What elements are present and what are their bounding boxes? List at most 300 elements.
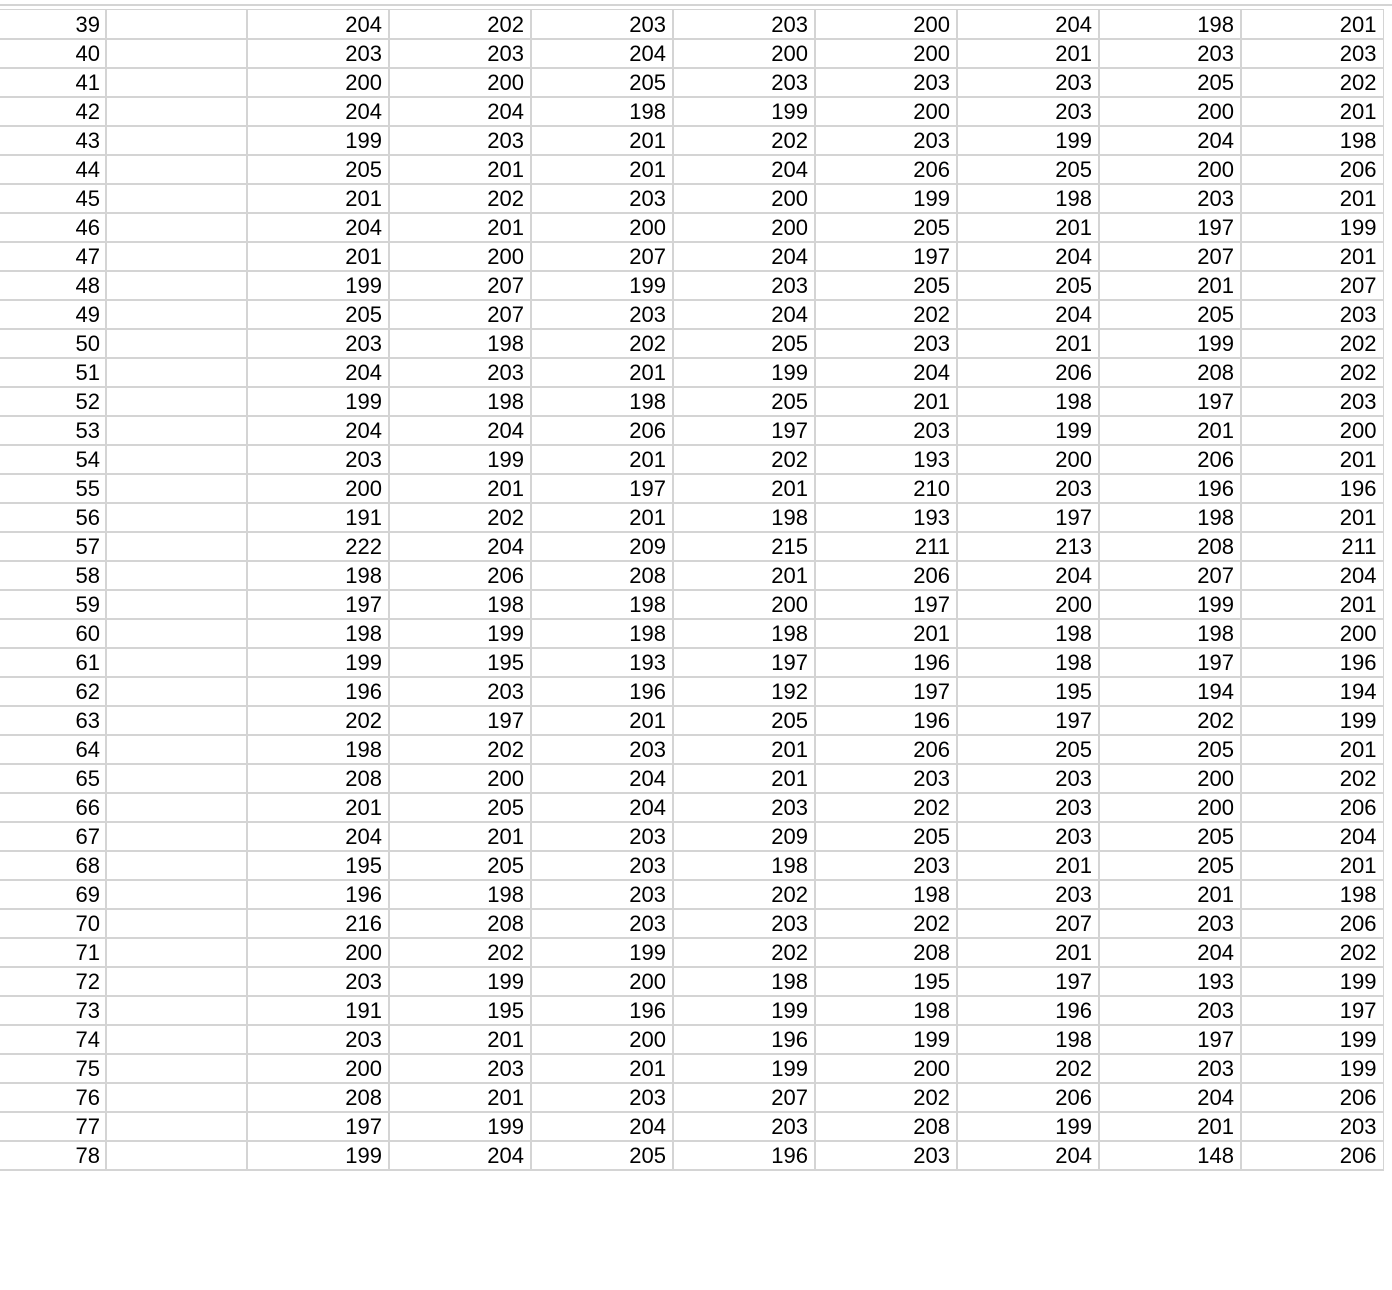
value-cell[interactable]: 197 xyxy=(389,706,531,735)
value-cell[interactable]: 195 xyxy=(389,996,531,1025)
value-cell[interactable]: 198 xyxy=(1099,10,1241,39)
value-cell[interactable]: 201 xyxy=(1241,10,1383,39)
value-cell[interactable]: 204 xyxy=(531,1112,673,1141)
value-cell[interactable]: 200 xyxy=(531,1025,673,1054)
row-index-cell[interactable]: 63 xyxy=(0,706,106,735)
value-cell[interactable]: 206 xyxy=(1241,155,1383,184)
value-cell[interactable]: 201 xyxy=(673,474,815,503)
value-cell[interactable]: 203 xyxy=(673,1112,815,1141)
value-cell[interactable]: 203 xyxy=(815,126,957,155)
value-cell[interactable]: 198 xyxy=(389,880,531,909)
value-cell[interactable]: 203 xyxy=(1099,1054,1241,1083)
empty-cell[interactable] xyxy=(106,416,247,445)
row-index-cell[interactable]: 64 xyxy=(0,735,106,764)
value-cell[interactable]: 200 xyxy=(1099,97,1241,126)
value-cell[interactable]: 203 xyxy=(673,909,815,938)
empty-cell[interactable] xyxy=(106,329,247,358)
value-cell[interactable]: 202 xyxy=(815,1083,957,1112)
row-index-cell[interactable]: 76 xyxy=(0,1083,106,1112)
value-cell[interactable]: 205 xyxy=(1099,851,1241,880)
value-cell[interactable]: 203 xyxy=(957,97,1099,126)
value-cell[interactable]: 203 xyxy=(247,445,389,474)
value-cell[interactable]: 205 xyxy=(247,155,389,184)
row-index-cell[interactable]: 50 xyxy=(0,329,106,358)
value-cell[interactable]: 202 xyxy=(1241,938,1383,967)
value-cell[interactable]: 193 xyxy=(1099,967,1241,996)
empty-cell[interactable] xyxy=(106,619,247,648)
value-cell[interactable]: 203 xyxy=(531,851,673,880)
value-cell[interactable]: 198 xyxy=(389,387,531,416)
value-cell[interactable]: 198 xyxy=(673,503,815,532)
value-cell[interactable]: 201 xyxy=(531,503,673,532)
value-cell[interactable]: 201 xyxy=(673,764,815,793)
value-cell[interactable]: 192 xyxy=(673,677,815,706)
value-cell[interactable]: 203 xyxy=(531,10,673,39)
value-cell[interactable]: 198 xyxy=(1099,619,1241,648)
value-cell[interactable]: 199 xyxy=(815,184,957,213)
value-cell[interactable]: 203 xyxy=(957,68,1099,97)
value-cell[interactable]: 201 xyxy=(815,387,957,416)
value-cell[interactable]: 198 xyxy=(531,387,673,416)
value-cell[interactable]: 204 xyxy=(247,213,389,242)
value-cell[interactable]: 209 xyxy=(531,532,673,561)
row-index-cell[interactable]: 52 xyxy=(0,387,106,416)
empty-cell[interactable] xyxy=(106,967,247,996)
value-cell[interactable]: 199 xyxy=(247,648,389,677)
value-cell[interactable]: 206 xyxy=(1099,445,1241,474)
row-index-cell[interactable]: 58 xyxy=(0,561,106,590)
value-cell[interactable]: 205 xyxy=(957,155,1099,184)
value-cell[interactable]: 199 xyxy=(389,619,531,648)
empty-cell[interactable] xyxy=(106,648,247,677)
row-index-cell[interactable]: 43 xyxy=(0,126,106,155)
value-cell[interactable]: 201 xyxy=(815,619,957,648)
value-cell[interactable]: 200 xyxy=(673,590,815,619)
empty-cell[interactable] xyxy=(106,532,247,561)
row-index-cell[interactable]: 45 xyxy=(0,184,106,213)
value-cell[interactable]: 201 xyxy=(1099,416,1241,445)
value-cell[interactable]: 201 xyxy=(957,851,1099,880)
value-cell[interactable]: 200 xyxy=(815,1054,957,1083)
empty-cell[interactable] xyxy=(106,938,247,967)
value-cell[interactable]: 203 xyxy=(1099,39,1241,68)
value-cell[interactable]: 200 xyxy=(531,967,673,996)
value-cell[interactable]: 202 xyxy=(673,126,815,155)
value-cell[interactable]: 204 xyxy=(389,532,531,561)
value-cell[interactable]: 199 xyxy=(389,967,531,996)
value-cell[interactable]: 197 xyxy=(957,967,1099,996)
row-index-cell[interactable]: 73 xyxy=(0,996,106,1025)
row-index-cell[interactable]: 62 xyxy=(0,677,106,706)
value-cell[interactable]: 203 xyxy=(1099,184,1241,213)
value-cell[interactable]: 197 xyxy=(531,474,673,503)
value-cell[interactable]: 204 xyxy=(815,358,957,387)
row-index-cell[interactable]: 61 xyxy=(0,648,106,677)
value-cell[interactable]: 203 xyxy=(1099,909,1241,938)
value-cell[interactable]: 200 xyxy=(815,39,957,68)
row-index-cell[interactable]: 53 xyxy=(0,416,106,445)
value-cell[interactable]: 199 xyxy=(1241,967,1383,996)
value-cell[interactable]: 198 xyxy=(531,619,673,648)
value-cell[interactable]: 198 xyxy=(957,619,1099,648)
value-cell[interactable]: 203 xyxy=(531,880,673,909)
value-cell[interactable]: 199 xyxy=(531,271,673,300)
empty-cell[interactable] xyxy=(106,300,247,329)
value-cell[interactable]: 199 xyxy=(1241,1025,1383,1054)
value-cell[interactable]: 222 xyxy=(247,532,389,561)
value-cell[interactable]: 207 xyxy=(1241,271,1383,300)
value-cell[interactable]: 201 xyxy=(531,445,673,474)
value-cell[interactable]: 201 xyxy=(1099,1112,1241,1141)
value-cell[interactable]: 204 xyxy=(389,416,531,445)
value-cell[interactable]: 204 xyxy=(957,10,1099,39)
value-cell[interactable]: 200 xyxy=(957,445,1099,474)
value-cell[interactable]: 202 xyxy=(957,1054,1099,1083)
row-index-cell[interactable]: 71 xyxy=(0,938,106,967)
value-cell[interactable]: 198 xyxy=(673,851,815,880)
row-index-cell[interactable]: 41 xyxy=(0,68,106,97)
value-cell[interactable]: 213 xyxy=(957,532,1099,561)
value-cell[interactable]: 202 xyxy=(673,880,815,909)
value-cell[interactable]: 210 xyxy=(815,474,957,503)
row-index-cell[interactable]: 60 xyxy=(0,619,106,648)
value-cell[interactable]: 208 xyxy=(815,938,957,967)
value-cell[interactable]: 199 xyxy=(1241,1054,1383,1083)
value-cell[interactable]: 197 xyxy=(673,648,815,677)
row-index-cell[interactable]: 48 xyxy=(0,271,106,300)
empty-cell[interactable] xyxy=(106,735,247,764)
value-cell[interactable]: 208 xyxy=(531,561,673,590)
value-cell[interactable]: 198 xyxy=(957,387,1099,416)
value-cell[interactable]: 197 xyxy=(815,590,957,619)
value-cell[interactable]: 196 xyxy=(957,996,1099,1025)
row-index-cell[interactable]: 56 xyxy=(0,503,106,532)
value-cell[interactable]: 198 xyxy=(247,619,389,648)
value-cell[interactable]: 203 xyxy=(531,909,673,938)
empty-cell[interactable] xyxy=(106,706,247,735)
value-cell[interactable]: 202 xyxy=(1241,329,1383,358)
value-cell[interactable]: 197 xyxy=(1241,996,1383,1025)
value-cell[interactable]: 197 xyxy=(673,416,815,445)
value-cell[interactable]: 203 xyxy=(815,1141,957,1170)
value-cell[interactable]: 205 xyxy=(531,68,673,97)
empty-cell[interactable] xyxy=(106,909,247,938)
row-index-cell[interactable]: 67 xyxy=(0,822,106,851)
value-cell[interactable]: 201 xyxy=(389,1083,531,1112)
value-cell[interactable]: 204 xyxy=(247,416,389,445)
value-cell[interactable]: 200 xyxy=(673,184,815,213)
value-cell[interactable]: 202 xyxy=(1241,358,1383,387)
value-cell[interactable]: 203 xyxy=(1241,1112,1383,1141)
row-index-cell[interactable]: 77 xyxy=(0,1112,106,1141)
value-cell[interactable]: 203 xyxy=(389,358,531,387)
value-cell[interactable]: 203 xyxy=(1241,387,1383,416)
value-cell[interactable]: 203 xyxy=(957,764,1099,793)
value-cell[interactable]: 207 xyxy=(1099,242,1241,271)
value-cell[interactable]: 206 xyxy=(815,561,957,590)
value-cell[interactable]: 202 xyxy=(815,300,957,329)
value-cell[interactable]: 204 xyxy=(531,39,673,68)
value-cell[interactable]: 200 xyxy=(1241,416,1383,445)
value-cell[interactable]: 200 xyxy=(815,10,957,39)
empty-cell[interactable] xyxy=(106,184,247,213)
row-index-cell[interactable]: 70 xyxy=(0,909,106,938)
value-cell[interactable]: 204 xyxy=(389,97,531,126)
value-cell[interactable]: 194 xyxy=(1099,677,1241,706)
value-cell[interactable]: 201 xyxy=(1241,735,1383,764)
value-cell[interactable]: 198 xyxy=(957,184,1099,213)
value-cell[interactable]: 211 xyxy=(815,532,957,561)
value-cell[interactable]: 201 xyxy=(1241,503,1383,532)
value-cell[interactable]: 202 xyxy=(815,793,957,822)
value-cell[interactable]: 197 xyxy=(247,590,389,619)
value-cell[interactable]: 211 xyxy=(1241,532,1383,561)
value-cell[interactable]: 203 xyxy=(389,39,531,68)
empty-cell[interactable] xyxy=(106,590,247,619)
value-cell[interactable]: 208 xyxy=(1099,358,1241,387)
value-cell[interactable]: 201 xyxy=(1241,242,1383,271)
value-cell[interactable]: 199 xyxy=(815,1025,957,1054)
value-cell[interactable]: 203 xyxy=(673,793,815,822)
value-cell[interactable]: 196 xyxy=(815,648,957,677)
value-cell[interactable]: 194 xyxy=(1241,677,1383,706)
value-cell[interactable]: 199 xyxy=(1099,329,1241,358)
value-cell[interactable]: 202 xyxy=(1241,764,1383,793)
value-cell[interactable]: 205 xyxy=(531,1141,673,1170)
value-cell[interactable]: 205 xyxy=(1099,68,1241,97)
value-cell[interactable]: 204 xyxy=(673,155,815,184)
empty-cell[interactable] xyxy=(106,764,247,793)
value-cell[interactable]: 203 xyxy=(389,677,531,706)
value-cell[interactable]: 195 xyxy=(389,648,531,677)
value-cell[interactable]: 200 xyxy=(1099,155,1241,184)
value-cell[interactable]: 198 xyxy=(389,590,531,619)
value-cell[interactable]: 205 xyxy=(815,822,957,851)
value-cell[interactable]: 203 xyxy=(957,793,1099,822)
value-cell[interactable]: 202 xyxy=(247,706,389,735)
value-cell[interactable]: 201 xyxy=(531,706,673,735)
value-cell[interactable]: 204 xyxy=(247,10,389,39)
value-cell[interactable]: 216 xyxy=(247,909,389,938)
row-index-cell[interactable]: 40 xyxy=(0,39,106,68)
value-cell[interactable]: 206 xyxy=(389,561,531,590)
value-cell[interactable]: 206 xyxy=(815,155,957,184)
value-cell[interactable]: 196 xyxy=(247,880,389,909)
value-cell[interactable]: 202 xyxy=(389,735,531,764)
value-cell[interactable]: 198 xyxy=(815,880,957,909)
empty-cell[interactable] xyxy=(106,1054,247,1083)
value-cell[interactable]: 201 xyxy=(957,329,1099,358)
value-cell[interactable]: 196 xyxy=(1241,648,1383,677)
value-cell[interactable]: 191 xyxy=(247,503,389,532)
value-cell[interactable]: 197 xyxy=(815,677,957,706)
empty-cell[interactable] xyxy=(106,445,247,474)
value-cell[interactable]: 202 xyxy=(389,938,531,967)
value-cell[interactable]: 200 xyxy=(673,213,815,242)
value-cell[interactable]: 199 xyxy=(673,358,815,387)
value-cell[interactable]: 207 xyxy=(389,300,531,329)
row-index-cell[interactable]: 75 xyxy=(0,1054,106,1083)
value-cell[interactable]: 203 xyxy=(673,271,815,300)
value-cell[interactable]: 198 xyxy=(247,735,389,764)
empty-cell[interactable] xyxy=(106,474,247,503)
value-cell[interactable]: 198 xyxy=(1241,126,1383,155)
value-cell[interactable]: 202 xyxy=(673,938,815,967)
value-cell[interactable]: 209 xyxy=(673,822,815,851)
value-cell[interactable]: 197 xyxy=(815,242,957,271)
value-cell[interactable]: 200 xyxy=(247,1054,389,1083)
row-index-cell[interactable]: 59 xyxy=(0,590,106,619)
value-cell[interactable]: 202 xyxy=(673,445,815,474)
value-cell[interactable]: 208 xyxy=(389,909,531,938)
value-cell[interactable]: 201 xyxy=(673,735,815,764)
value-cell[interactable]: 207 xyxy=(1099,561,1241,590)
empty-cell[interactable] xyxy=(106,503,247,532)
value-cell[interactable]: 208 xyxy=(247,764,389,793)
value-cell[interactable]: 200 xyxy=(389,68,531,97)
value-cell[interactable]: 201 xyxy=(1099,880,1241,909)
value-cell[interactable]: 205 xyxy=(673,329,815,358)
value-cell[interactable]: 203 xyxy=(673,10,815,39)
value-cell[interactable]: 203 xyxy=(957,474,1099,503)
value-cell[interactable]: 203 xyxy=(247,329,389,358)
value-cell[interactable]: 202 xyxy=(389,10,531,39)
value-cell[interactable]: 204 xyxy=(1241,822,1383,851)
value-cell[interactable]: 201 xyxy=(957,39,1099,68)
value-cell[interactable]: 197 xyxy=(957,503,1099,532)
value-cell[interactable]: 201 xyxy=(389,1025,531,1054)
value-cell[interactable]: 199 xyxy=(389,1112,531,1141)
value-cell[interactable]: 204 xyxy=(957,242,1099,271)
value-cell[interactable]: 199 xyxy=(247,126,389,155)
empty-cell[interactable] xyxy=(106,996,247,1025)
value-cell[interactable]: 203 xyxy=(531,822,673,851)
value-cell[interactable]: 201 xyxy=(531,155,673,184)
value-cell[interactable]: 199 xyxy=(247,1141,389,1170)
value-cell[interactable]: 198 xyxy=(815,996,957,1025)
empty-cell[interactable] xyxy=(106,1112,247,1141)
value-cell[interactable]: 201 xyxy=(1241,97,1383,126)
empty-cell[interactable] xyxy=(106,677,247,706)
value-cell[interactable]: 200 xyxy=(1241,619,1383,648)
value-cell[interactable]: 201 xyxy=(389,822,531,851)
value-cell[interactable]: 200 xyxy=(531,213,673,242)
value-cell[interactable]: 199 xyxy=(247,271,389,300)
empty-cell[interactable] xyxy=(106,358,247,387)
value-cell[interactable]: 199 xyxy=(389,445,531,474)
value-cell[interactable]: 201 xyxy=(531,1054,673,1083)
value-cell[interactable]: 193 xyxy=(815,503,957,532)
empty-cell[interactable] xyxy=(106,213,247,242)
empty-cell[interactable] xyxy=(106,155,247,184)
row-index-cell[interactable]: 72 xyxy=(0,967,106,996)
value-cell[interactable]: 203 xyxy=(247,967,389,996)
row-index-cell[interactable]: 74 xyxy=(0,1025,106,1054)
row-index-cell[interactable]: 51 xyxy=(0,358,106,387)
value-cell[interactable]: 201 xyxy=(247,184,389,213)
value-cell[interactable]: 200 xyxy=(673,39,815,68)
empty-cell[interactable] xyxy=(106,97,247,126)
value-cell[interactable]: 203 xyxy=(1241,39,1383,68)
value-cell[interactable]: 204 xyxy=(531,764,673,793)
empty-cell[interactable] xyxy=(106,68,247,97)
value-cell[interactable]: 198 xyxy=(531,97,673,126)
value-cell[interactable]: 196 xyxy=(247,677,389,706)
value-cell[interactable]: 195 xyxy=(247,851,389,880)
value-cell[interactable]: 148 xyxy=(1099,1141,1241,1170)
value-cell[interactable]: 200 xyxy=(389,764,531,793)
value-cell[interactable]: 193 xyxy=(815,445,957,474)
value-cell[interactable]: 206 xyxy=(1241,909,1383,938)
empty-cell[interactable] xyxy=(106,271,247,300)
value-cell[interactable]: 207 xyxy=(957,909,1099,938)
value-cell[interactable]: 206 xyxy=(1241,1141,1383,1170)
value-cell[interactable]: 204 xyxy=(247,97,389,126)
value-cell[interactable]: 199 xyxy=(1241,706,1383,735)
value-cell[interactable]: 199 xyxy=(673,97,815,126)
value-cell[interactable]: 201 xyxy=(389,474,531,503)
empty-cell[interactable] xyxy=(106,561,247,590)
value-cell[interactable]: 204 xyxy=(957,561,1099,590)
value-cell[interactable]: 197 xyxy=(1099,1025,1241,1054)
value-cell[interactable]: 191 xyxy=(247,996,389,1025)
value-cell[interactable]: 203 xyxy=(1099,996,1241,1025)
value-cell[interactable]: 205 xyxy=(1099,822,1241,851)
value-cell[interactable]: 204 xyxy=(957,1141,1099,1170)
value-cell[interactable]: 197 xyxy=(1099,648,1241,677)
value-cell[interactable]: 197 xyxy=(1099,213,1241,242)
value-cell[interactable]: 204 xyxy=(247,358,389,387)
row-index-cell[interactable]: 47 xyxy=(0,242,106,271)
value-cell[interactable]: 208 xyxy=(247,1083,389,1112)
value-cell[interactable]: 201 xyxy=(531,358,673,387)
value-cell[interactable]: 215 xyxy=(673,532,815,561)
value-cell[interactable]: 203 xyxy=(531,1083,673,1112)
row-index-cell[interactable]: 54 xyxy=(0,445,106,474)
value-cell[interactable]: 203 xyxy=(1241,300,1383,329)
value-cell[interactable]: 199 xyxy=(957,126,1099,155)
row-index-cell[interactable]: 39 xyxy=(0,10,106,39)
value-cell[interactable]: 203 xyxy=(815,764,957,793)
value-cell[interactable]: 195 xyxy=(815,967,957,996)
value-cell[interactable]: 205 xyxy=(389,793,531,822)
value-cell[interactable]: 199 xyxy=(673,996,815,1025)
value-cell[interactable]: 205 xyxy=(957,735,1099,764)
value-cell[interactable]: 206 xyxy=(1241,1083,1383,1112)
value-cell[interactable]: 203 xyxy=(531,300,673,329)
row-index-cell[interactable]: 78 xyxy=(0,1141,106,1170)
row-index-cell[interactable]: 57 xyxy=(0,532,106,561)
row-index-cell[interactable]: 68 xyxy=(0,851,106,880)
value-cell[interactable]: 199 xyxy=(957,416,1099,445)
value-cell[interactable]: 200 xyxy=(247,938,389,967)
value-cell[interactable]: 198 xyxy=(957,648,1099,677)
value-cell[interactable]: 202 xyxy=(389,503,531,532)
value-cell[interactable]: 204 xyxy=(1099,1083,1241,1112)
value-cell[interactable]: 208 xyxy=(815,1112,957,1141)
value-cell[interactable]: 200 xyxy=(1099,793,1241,822)
value-cell[interactable]: 206 xyxy=(531,416,673,445)
empty-cell[interactable] xyxy=(106,851,247,880)
empty-cell[interactable] xyxy=(106,880,247,909)
value-cell[interactable]: 196 xyxy=(1099,474,1241,503)
value-cell[interactable]: 198 xyxy=(247,561,389,590)
value-cell[interactable]: 202 xyxy=(1241,68,1383,97)
value-cell[interactable]: 204 xyxy=(247,822,389,851)
value-cell[interactable]: 197 xyxy=(957,706,1099,735)
value-cell[interactable]: 206 xyxy=(815,735,957,764)
value-cell[interactable]: 203 xyxy=(815,68,957,97)
